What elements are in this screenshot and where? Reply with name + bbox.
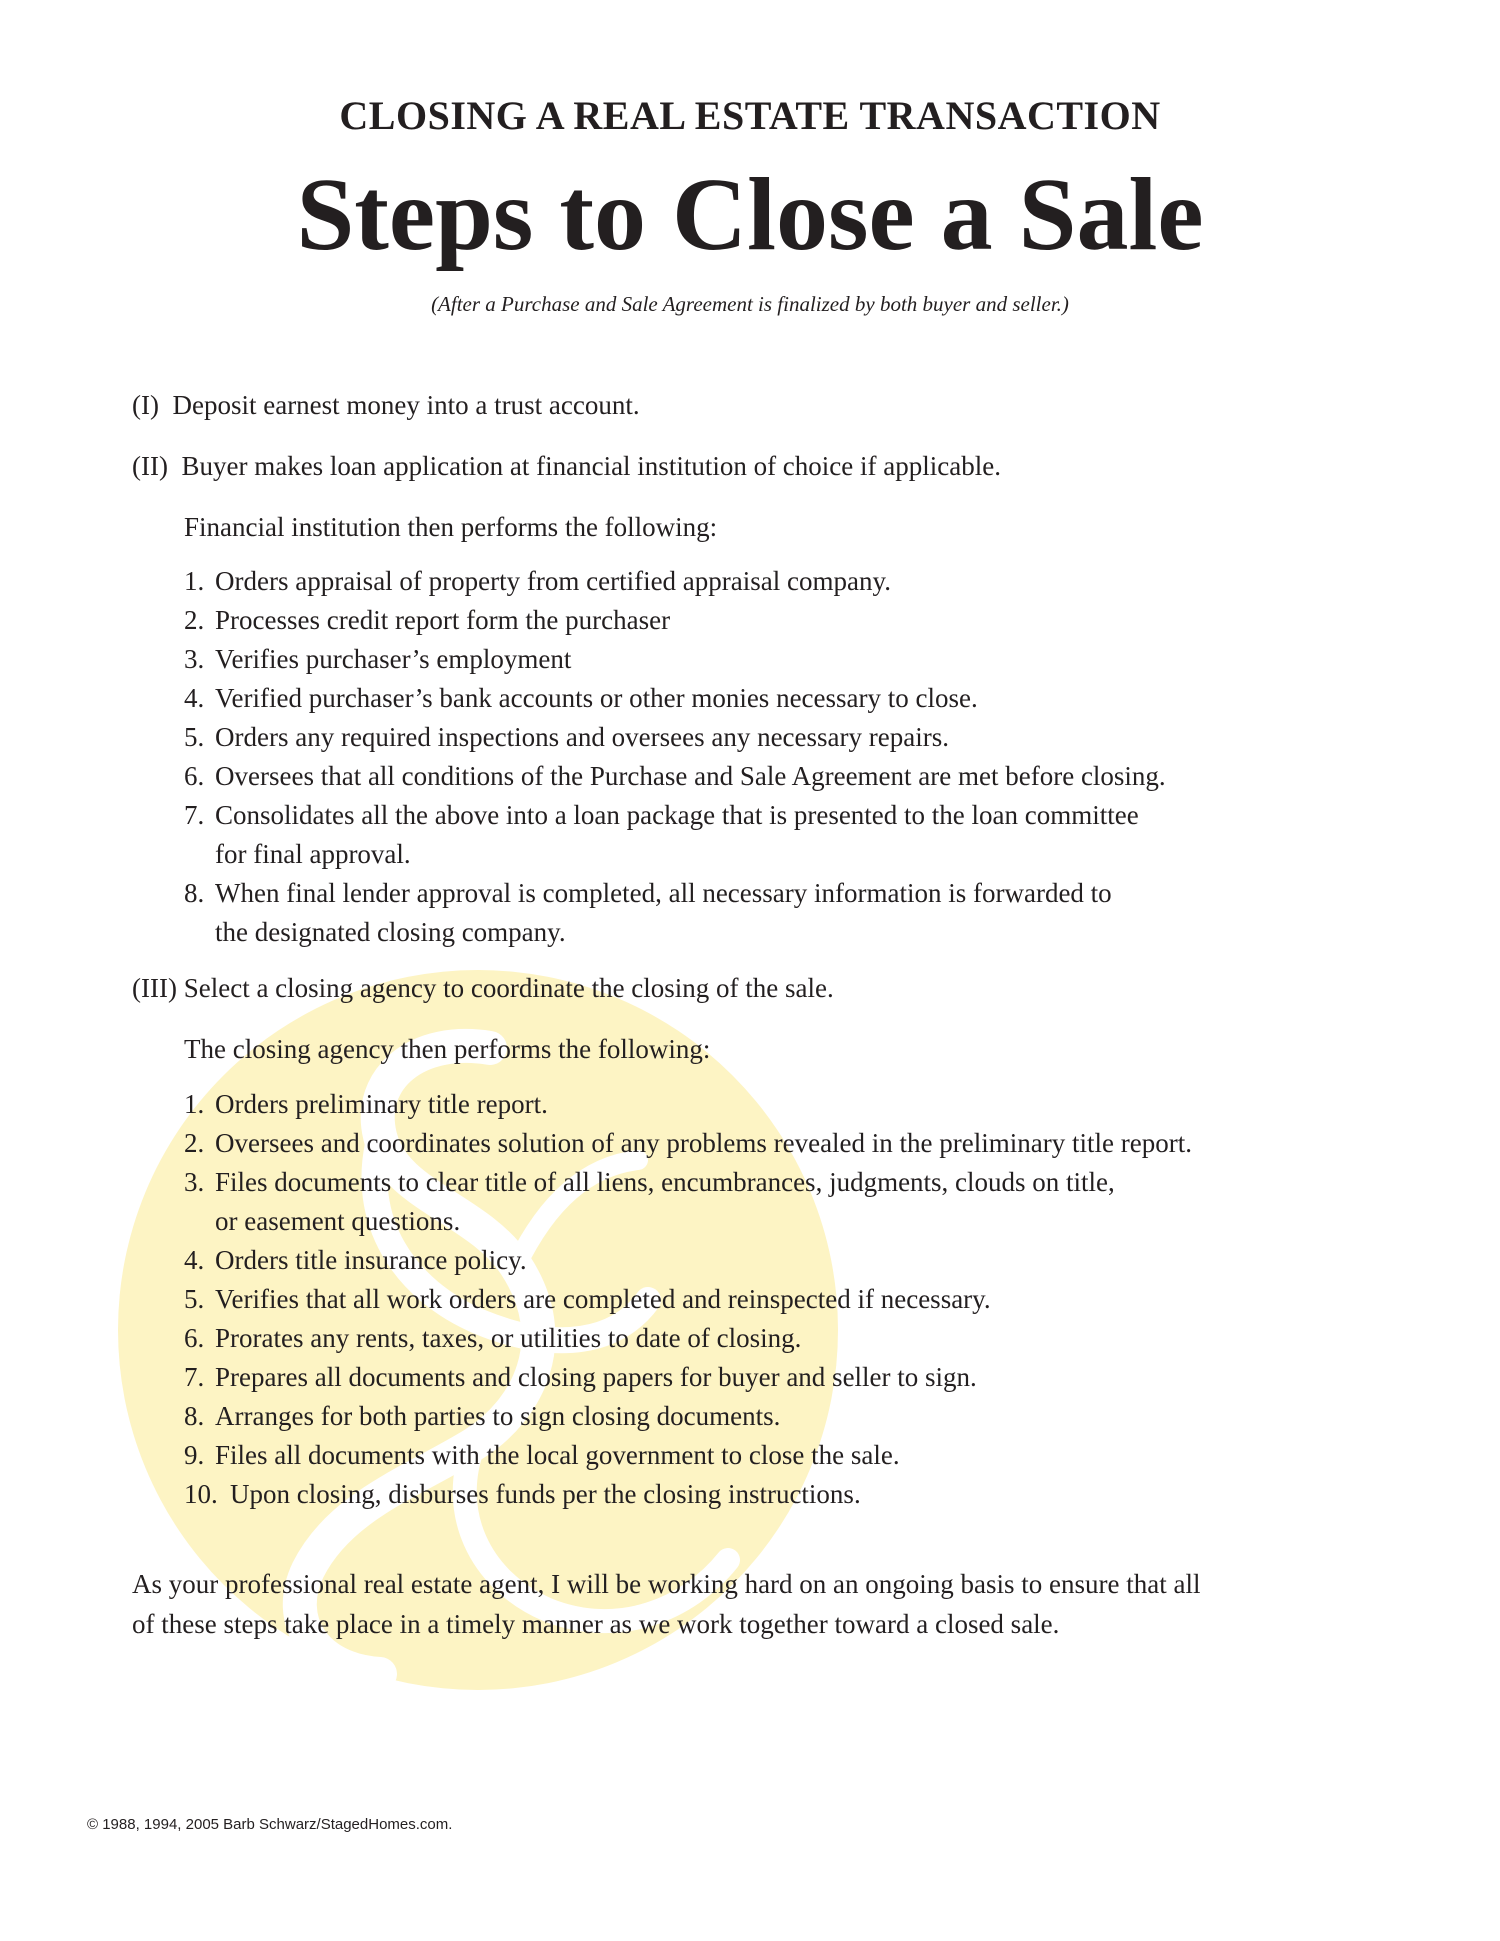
list-item: 3. Verifies purchaser’s employment (184, 644, 572, 674)
list-item: 1. Orders preliminary title report. (184, 1089, 548, 1119)
list-item: 2. Processes credit report form the purchaser (184, 605, 671, 635)
list-item: 4. Verified purchaser’s bank accounts or other monies necessary to close. (184, 683, 978, 713)
step-i-text: Deposit earnest money into a trust account. (172, 390, 640, 420)
document-title: Steps to Close a Sale (296, 157, 1204, 272)
step-iii-label: (III) (132, 973, 177, 1003)
list-item: 7. Consolidates all the above into a loan package that is presented to the loan committee for final approval. (184, 800, 1139, 869)
step-iii (132, 973, 834, 1004)
step-i-label: (I) (132, 390, 159, 420)
list-item: 8. When final lender approval is completed, all necessary information is forwarded to the designated closing company. (184, 878, 1112, 947)
list-item: 4. Orders title insurance policy. (184, 1245, 527, 1275)
list-item: 9. Files all documents with the local government to close the sale. (184, 1440, 900, 1470)
document-kicker: CLOSING A REAL ESTATE TRANSACTION (339, 93, 1161, 138)
list-item: 5. Verifies that all work orders are completed and reinspected if necessary. (184, 1284, 991, 1314)
list-item: 5. Orders any required inspections and oversees any necessary repairs. (184, 722, 949, 752)
step-iii-intro: The closing agency then performs the following: (184, 1034, 711, 1064)
step-ii-text: Buyer makes loan application at financial institution of choice if applicable. (181, 451, 1001, 481)
step-iii-list (184, 1085, 1192, 1514)
step-ii-label: (II) (132, 451, 168, 481)
step-iii-text: Select a closing agency to coordinate the closing of the sale. (183, 973, 834, 1003)
list-item: 10. Upon closing, disburses funds per the closing instructions. (184, 1479, 861, 1509)
document-subtitle: (After a Purchase and Sale Agreement is finalized by both buyer and seller.) (431, 292, 1069, 316)
step-ii-intro: Financial institution then performs the following: (184, 512, 718, 542)
closing-line: As your professional real estate agent, I will be working hard on an ongoing basis to ensure that all (132, 1569, 1201, 1599)
step-ii (132, 451, 1001, 482)
list-item: 3. Files documents to clear title of all liens, encumbrances, judgments, clouds on title, or easement questions. (184, 1167, 1115, 1236)
list-item: 6. Prorates any rents, taxes, or utilities to date of closing. (184, 1323, 802, 1353)
closing-paragraph (132, 1564, 1372, 1644)
step-ii-list (184, 562, 1166, 952)
list-item: 6. Oversees that all conditions of the Purchase and Sale Agreement are met before closing. (184, 761, 1166, 791)
step-i (132, 390, 640, 421)
copyright-notice: © 1988, 1994, 2005 Barb Schwarz/StagedHomes.com. (87, 1816, 453, 1833)
list-item: 7. Prepares all documents and closing papers for buyer and seller to sign. (184, 1362, 977, 1392)
list-item: 8. Arranges for both parties to sign closing documents. (184, 1401, 781, 1431)
list-item: 2. Oversees and coordinates solution of any problems revealed in the preliminary title report. (184, 1128, 1192, 1158)
closing-line: of these steps take place in a timely manner as we work together toward a closed sale. (132, 1609, 1060, 1639)
list-item: 1. Orders appraisal of property from certified appraisal company. (184, 566, 891, 596)
